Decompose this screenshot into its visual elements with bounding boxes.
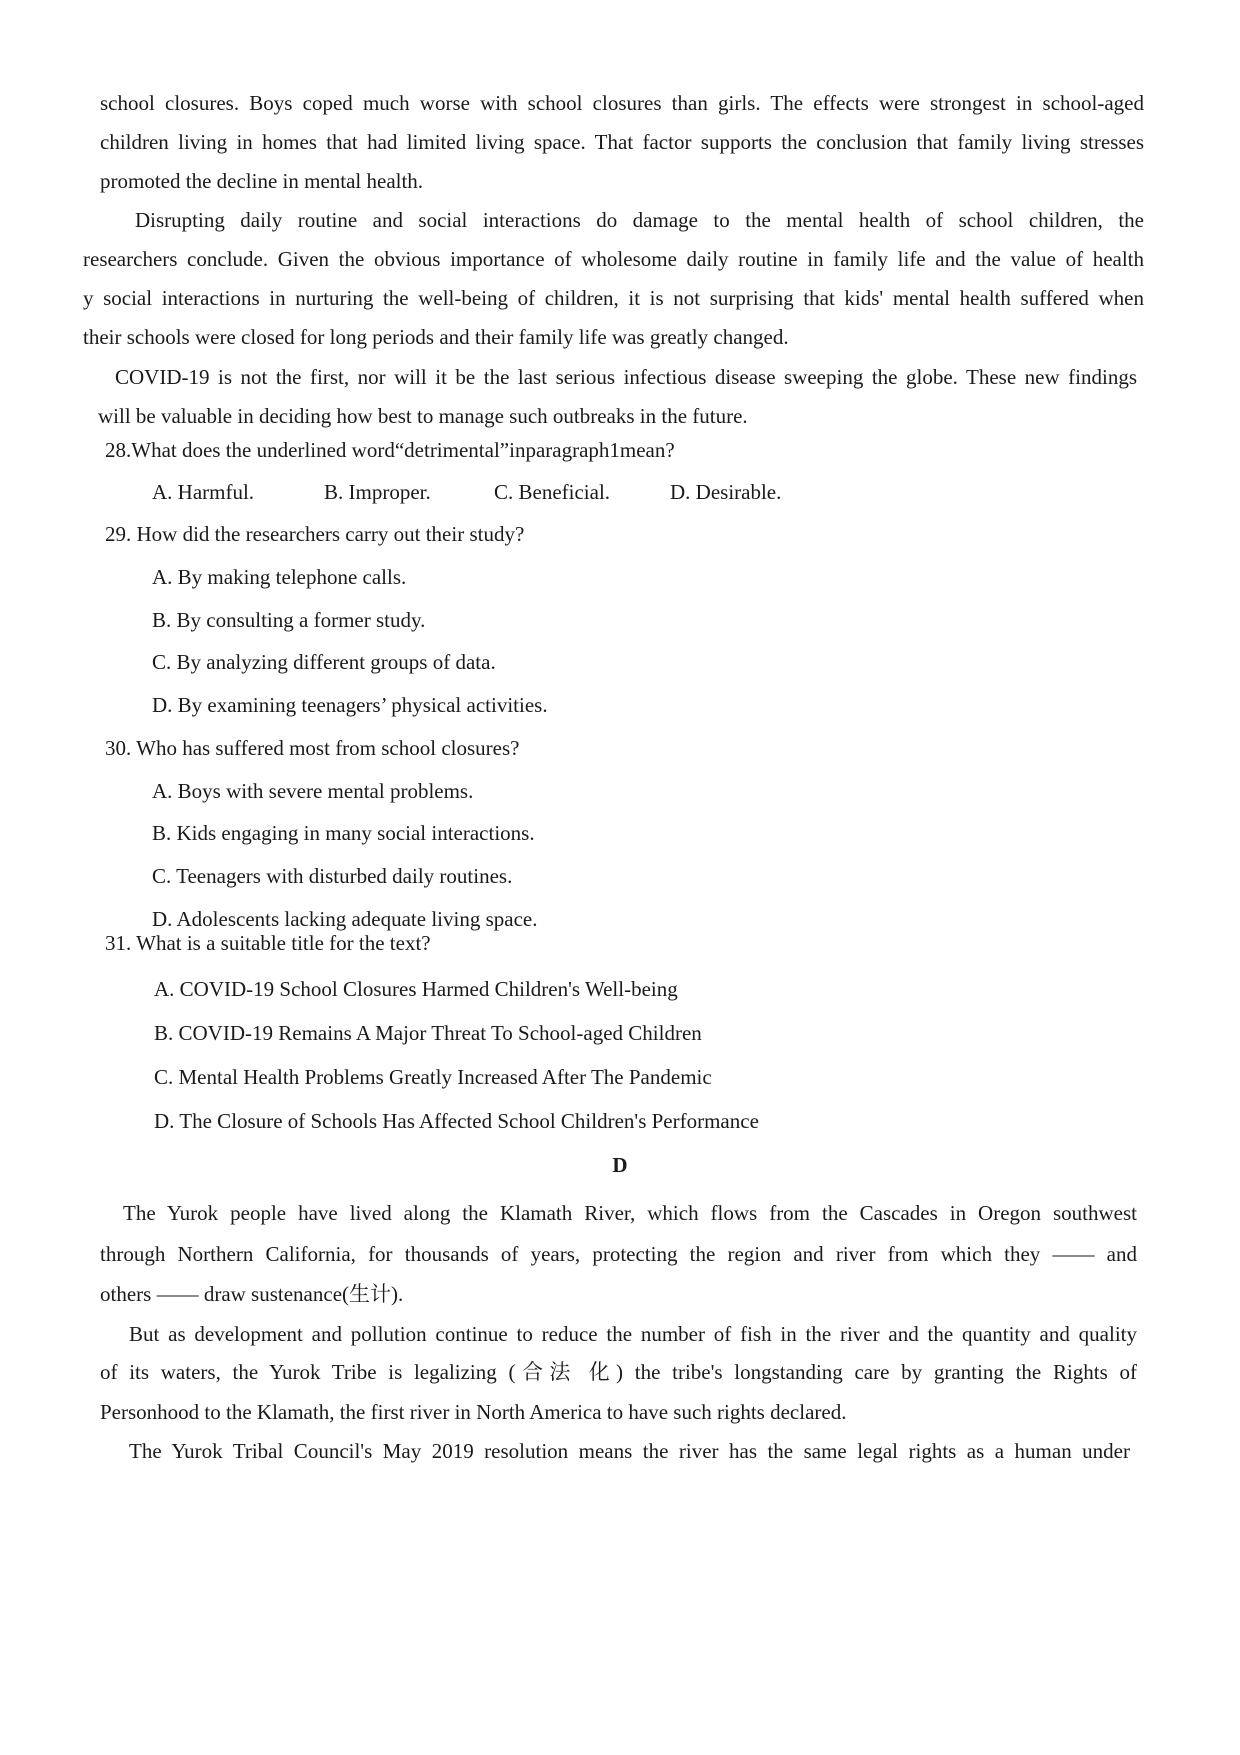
text-line: promoted the decline in mental health. — [100, 169, 424, 193]
text-line: researchers conclude. Given the obvious importance of wholesome daily routine in family life and the value of health — [83, 247, 1144, 271]
option-d: D. The Closure of Schools Has Affected School Children's Performance — [154, 1109, 759, 1133]
text-line: COVID-19 is not the first, nor will it be the last serious infectious disease sweeping the globe. These new findings — [115, 365, 1137, 389]
section-heading: D — [612, 1153, 628, 1177]
option-d: D. Desirable. — [670, 480, 782, 504]
text-line: others —— draw sustenance(生计). — [100, 1282, 404, 1306]
text-line: y social interactions in nurturing the well-being of children, it is not surprising that kids' mental health suffered when — [83, 286, 1144, 310]
text-line: But as development and pollution continue to reduce the number of fish in the river and the quantity and quality — [129, 1322, 1137, 1346]
option-d: D. Adolescents lacking adequate living space. — [152, 907, 538, 931]
option-c: C. Mental Health Problems Greatly Increased After The Pandemic — [154, 1065, 712, 1089]
text-line: of its waters, the Yurok Tribe is legalizing (合法 化) the tribe's longstanding care by granting the Rights of — [100, 1360, 1137, 1384]
question-stem: 29. How did the researchers carry out their study? — [105, 522, 525, 546]
text-line: will be valuable in deciding how best to manage such outbreaks in the future. — [98, 404, 748, 428]
option-a: A. Harmful. — [152, 480, 255, 504]
option-d: D. By examining teenagers’ physical activities. — [152, 693, 548, 717]
text-line: school closures. Boys coped much worse with school closures than girls. The effects were strongest in school-aged — [100, 91, 1144, 115]
text-line: The Yurok people have lived along the Klamath River, which flows from the Cascades in Oregon southwest — [123, 1201, 1137, 1225]
option-c: C. By analyzing different groups of data. — [152, 650, 496, 674]
option-b: B. By consulting a former study. — [152, 608, 426, 632]
option-c: C. Beneficial. — [494, 480, 611, 504]
question-stem: 30. Who has suffered most from school closures? — [105, 736, 520, 760]
text-line: through Northern California, for thousands of years, protecting the region and river from which they —— and — [100, 1242, 1137, 1266]
text-line: their schools were closed for long periods and their family life was greatly changed. — [83, 325, 789, 349]
option-c: C. Teenagers with disturbed daily routines. — [152, 864, 513, 888]
question-stem: 28.What does the underlined word“detrimental”inparagraph1mean? — [105, 438, 675, 462]
option-a: A. By making telephone calls. — [152, 565, 407, 589]
option-a: A. Boys with severe mental problems. — [152, 779, 474, 803]
option-b: B. COVID-19 Remains A Major Threat To School-aged Children — [154, 1021, 702, 1045]
option-a: A. COVID-19 School Closures Harmed Children's Well-being — [154, 977, 678, 1001]
text-line: Personhood to the Klamath, the first river in North America to have such rights declared. — [100, 1400, 847, 1424]
text-line: Disrupting daily routine and social interactions do damage to the mental health of school children, the — [135, 208, 1144, 232]
question-stem: 31. What is a suitable title for the text? — [105, 931, 431, 955]
text-line: children living in homes that had limited living space. That factor supports the conclusion that family living stresses — [100, 130, 1144, 154]
option-b: B. Kids engaging in many social interactions. — [152, 821, 535, 845]
text-line: The Yurok Tribal Council's May 2019 resolution means the river has the same legal rights as a human under — [129, 1439, 1130, 1463]
option-b: B. Improper. — [324, 480, 431, 504]
